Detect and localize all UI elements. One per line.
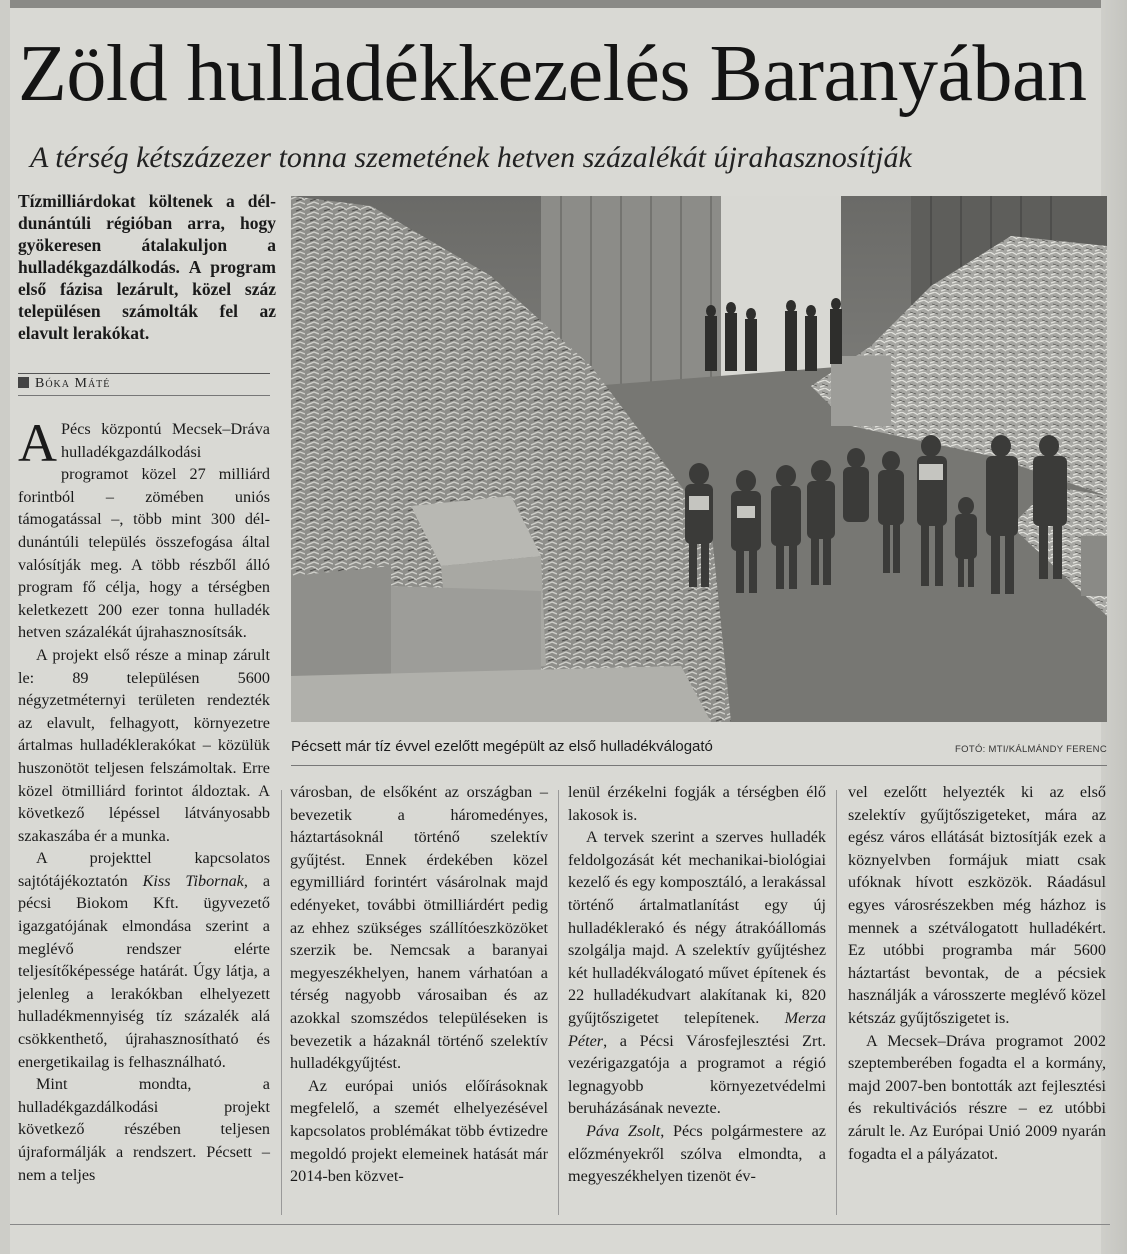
column-divider-3	[836, 790, 837, 1215]
photo-credit: FOTÓ: MTI/KÁLMÁNDY FERENC	[955, 744, 1107, 755]
column-4	[848, 781, 1106, 1165]
col3-paragraph-1: lenül érzékelni fogják a térségben élő lakosok is.	[568, 783, 826, 824]
byline-rule-top	[18, 373, 270, 374]
bottom-rule	[10, 1224, 1110, 1225]
person-name-merza-peter: Merza Péter	[568, 1008, 826, 1050]
col3-p2-text-b: , a Pécsi Városfejlesztési Zrt. vezérigazgatója a programot a régió legnagyobb környezetvédelmi beruházásának nevezte.	[568, 1031, 826, 1118]
col1-paragraph-1	[18, 413, 270, 644]
col4-paragraph-1: vel ezelőtt helyezték ki az első szelektív gyűjtőszigeteket, mára az egész város ellátását biztosítják ezek a köznyelvben formájuk miatt csak ufóknak hívott eszközök. Ráadásul egyes városrészekben még házhoz is mennek a szétválogatott hulladékért. Ez utóbbi programba már 5600 háztartást bevontak, de a pécsiek használják a városszerte meglévő közel kétszáz gyűjtőszigetet is.	[848, 783, 1106, 1027]
col1-paragraph-4: Mint mondta, a hulladékgazdálkodási projekt következő részében teljesen újraformálják a rendszert. Pécsett – nem a teljes	[18, 1075, 270, 1184]
column-divider-1	[281, 790, 282, 1215]
col1-paragraph-2: A projekt első része a minap zárult le: 89 településen 5600 négyzetméternyi területen rendezték az elavult, felhagyott, környezetre ártalmas hulladéklerakókat – közülük huszonötöt teljesen felszámoltak. Erre közel ötmilliárd forintot áldoztak. A következő lépéssel látványosabb szakaszába ér a munka.	[18, 645, 270, 845]
byline-rule-bottom	[18, 395, 270, 396]
col2-paragraph-2: Az európai uniós előírásoknak megfelelő, a szemét elhelyezésével kapcsolatos problémákat több évtizedre megoldó projekt elemeinek hatását már 2014-ben közvet-	[290, 1076, 548, 1186]
subheadline: A térség kétszázezer tonna szemetének hetven százalékát újrahasznosítják	[30, 141, 912, 174]
col3-p2-text: A tervek szerint a szerves hulladék feldolgozását két mechanikai-biológiai kezelő és egy komposztáló, a lerakással történő ártalmatlanítást egy új hulladéklerakó és négy átrakóállomás szolgálja majd. A szelektív gyűjtéshez két hulladékválogató művet építenek és 22 hulladékudvart alakítanak ki, 820 gyűjtőszigetet telepítenek.	[568, 828, 826, 1027]
column-2	[290, 781, 548, 1188]
col3-paragraph-2	[568, 826, 826, 1120]
person-name-kiss-tibor: Kiss Tibornak	[142, 871, 244, 890]
col2-paragraph-1: városban, de elsőként az országban – bevezetik a háromedényes, háztartásoknál történő szelektív gyűjtést. Ennek érdekében közel egymilliárd forintért vásárolnak majd edényeket, további ötmilliárdért pedig az ehhez szükséges szállítóeszközöket szerzik be. Nemcsak a baranyai megyeszékhelyen, hanem várhatóan a térség nagyobb városaiban és az azokkal szomszédos településeken is bevezetik a házaknál történő szelektív hulladékgyűjtést.	[290, 783, 548, 1073]
person-name-pava-zsolt: Páva Zsolt	[586, 1121, 661, 1140]
column-3	[568, 781, 826, 1188]
page-left-edge	[0, 0, 10, 1254]
col3-paragraph-3	[568, 1120, 826, 1188]
waste-sorting-hall-photo	[291, 196, 1107, 722]
col4-paragraph-2: A Mecsek–Dráva programot 2002 szeptemberében fogadta el a kormány, majd 2007-ben bontották azt fejlesztési és rekultivációs részre – ez utóbbi zárult le. Az Európai Unió 2009 nyarán fogadta el a pályázatot.	[848, 1031, 1106, 1163]
byline-author: Bóka Máté	[35, 376, 111, 391]
photo-caption: Pécsett már tíz évvel ezelőtt megépült az első hulladékválogató	[291, 738, 713, 755]
lead-paragraph: Tízmilliárdokat költenek a dél-dunántúli régióban arra, hogy gyökeresen átalakuljon a hulladékgazdálkodás. A program első fázisa lezárult, közel száz településen számolták fel az elavult lerakókat.	[18, 191, 276, 343]
col3-p3-text-b: , Pécs polgármestere az előzményekről szólva elmondta, a megyeszékhelyen tizenöt év-	[568, 1121, 826, 1186]
top-band	[0, 0, 1127, 8]
col1-p3-text-b: , a pécsi Biokom Kft. ügyvezető igazgatójának elmondása szerint a meglévő rendszer elérte teljesítőképessége határát. Úgy látja, a jelenleg a lerakókban elhelyezett hulladékmennyiség tíz százalék alá csökkenthető, újrahasznosítható és energetikailag is felhasználható.	[18, 871, 270, 1071]
column-1	[18, 413, 270, 1186]
col1-p1-text: Pécs központú Mecsek–Dráva hulladékgazdálkodási programot közel 27 milliárd forintból – zömében uniós támogatással –, több mint 300 dél-dunántúli település összefogása által valósítják meg. A több részből álló program fő célja, hogy a térségben keletkezett 200 ezer tonna hulladék hetven százalékát újrahasznosítsák.	[18, 420, 270, 642]
article-photo	[291, 196, 1107, 722]
drop-cap: A	[18, 413, 57, 473]
headline: Zöld hulladékkezelés Baranyában	[18, 30, 1087, 118]
byline-square-icon	[18, 377, 29, 388]
column-divider-2	[558, 790, 559, 1215]
col1-paragraph-3	[18, 847, 270, 1073]
col1-p3-text-a: A projekttel kapcsolatos sajtótájékoztatón	[18, 849, 270, 890]
caption-rule	[291, 765, 1107, 766]
byline	[18, 376, 270, 392]
